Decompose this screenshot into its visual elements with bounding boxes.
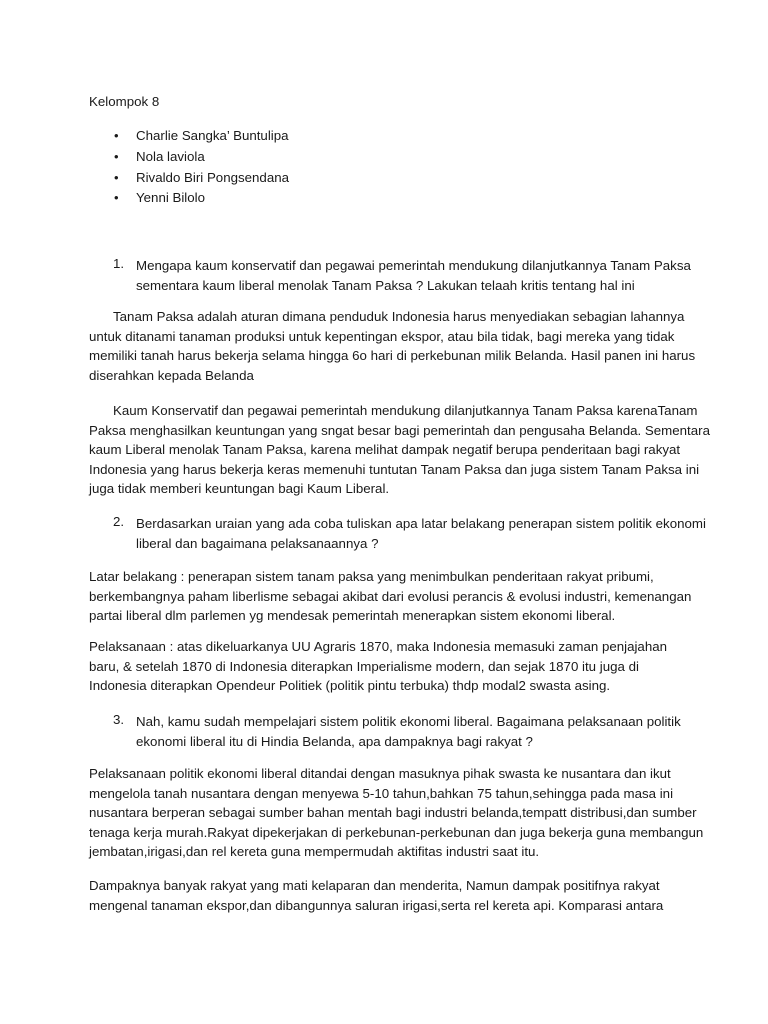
member-item: Yenni Bilolo [136,190,206,205]
question-line: liberal dan bagaimana pelaksanaannya ? [136,535,379,551]
member-item: Nola laviola [136,149,205,164]
paragraph-line: partai liberal dlm parlemen yg mendesak pemerintah menerapkan sistem ekonomi liberal. [89,608,616,624]
question-line: sementara kaum liberal menolak Tanam Paksa ? Lakukan telaah kritis tentang hal ini [136,277,635,293]
question-number: 1. [113,256,125,271]
question-text [136,712,696,751]
bullet-marker: • [114,190,119,205]
bullet-marker: • [114,128,119,143]
answer-paragraph [89,764,704,862]
paragraph-line: Indonesia diterapkan Opendeur Politiek (politik pintu terbuka) thdp modal2 swasta asing. [89,678,611,694]
paragraph-line: Indonesia yang harus bekerja keras memenuhi tuntutan Tanam Paksa dan juga sistem Tanam Paksa ini [89,461,700,477]
question-line: Mengapa kaum konservatif dan pegawai pemerintah mendukung dilanjutkannya Tanam Paksa [136,258,691,273]
paragraph-line: baru, & setelah 1870 di Indonesia diterapkan Imperialisme modern, dan sejak 1870 itu juga di [89,658,639,674]
question-number: 3. [113,712,125,727]
answer-paragraph [89,307,696,385]
paragraph-line: Latar belakang : penerapan sistem tanam paksa yang menimbulkan penderitaan rakyat pribumi, [89,569,654,584]
question-number: 2. [113,514,125,529]
paragraph-line: Paksa menghasilkan keuntungan yang sngat besar bagi pemerintah dan pengusaha Belanda. Sementara [89,422,710,438]
paragraph-line: Pelaksanaan politik ekonomi liberal ditandai dengan masuknya pihak swasta ke nusantara dan ikut [89,766,671,781]
paragraph-line: Kaum Konservatif dan pegawai pemerintah mendukung dilanjutkannya Tanam Paksa karenaTanam [113,403,698,418]
paragraph-line: jembatan,irigasi,dan rel kereta guna mempermudah aktifitas industri saat itu. [89,844,540,860]
paragraph-line: untuk ditanami tanaman produksi untuk kepentingan ekspor, atau bila tidak, bagi mereka yang tidak [89,328,675,344]
question-text [136,256,696,295]
bullet-marker: • [114,149,119,164]
member-item: Rivaldo Biri Pongsendana [136,170,290,185]
question-text [136,514,706,553]
question-line: Berdasarkan uraian yang ada coba tuliskan apa latar belakang penerapan sistem politik ekonomi [136,516,706,531]
question-line: ekonomi liberal itu di Hindia Belanda, apa dampaknya bagi rakyat ? [136,733,533,749]
paragraph-line: Tanam Paksa adalah aturan dimana penduduk Indonesia harus menyediakan sebagian lahannya [113,309,685,324]
paragraph-line: Pelaksanaan : atas dikeluarkanya UU Agraris 1870, maka Indonesia memasuki zaman penjajahan [89,639,668,654]
member-item: Charlie Sangka’ Buntulipa [136,128,289,143]
paragraph-line: berkembangnya paham liberlisme sebagai akibat dari evolusi perancis & evolusi industri, kemenangan [89,588,692,604]
bullet-marker: • [114,170,119,185]
paragraph-line: nusantara berperan sebagai sumber bahan mentah bagi industri belanda,tempatt distribusi,dan sumber [89,805,697,821]
answer-paragraph [89,401,710,499]
group-heading: Kelompok 8 [89,94,160,109]
paragraph-line: memiliki tanah harus bekerja selama hingga 6o hari di perkebunan milik Belanda. Hasil panen ini harus [89,348,696,364]
paragraph-line: tenaga kerja murah.Rakyat dipekerjakan di perkebunan-perkebunan dan juga bekerja guna membangun [89,824,704,840]
answer-paragraph [89,876,689,915]
paragraph-line: Dampaknya banyak rakyat yang mati kelaparan dan menderita, Namun dampak positifnya rakyat [89,878,660,893]
paragraph-line: diserahkan kepada Belanda [89,367,254,383]
paragraph-line: juga tidak memberi keuntungan bagi Kaum Liberal. [89,481,390,497]
answer-paragraph [89,637,689,696]
answer-paragraph [89,567,692,626]
paragraph-line: kaum Liberal menolak Tanam Paksa, karena melihat dampak negatif berupa penderitaan bagi rakyat [89,442,681,458]
paragraph-line: mengenal tanaman ekspor,dan dibangunnya saluran irigasi,serta rel kereta api. Komparasi antara [89,897,664,913]
paragraph-line: mengelola tanah nusantara dengan menyewa 5-10 tahun,bahkan 75 tahun,sehingga pada masa ini [89,785,674,801]
question-line: Nah, kamu sudah mempelajari sistem politik ekonomi liberal. Bagaimana pelaksanaan politik [136,714,681,729]
